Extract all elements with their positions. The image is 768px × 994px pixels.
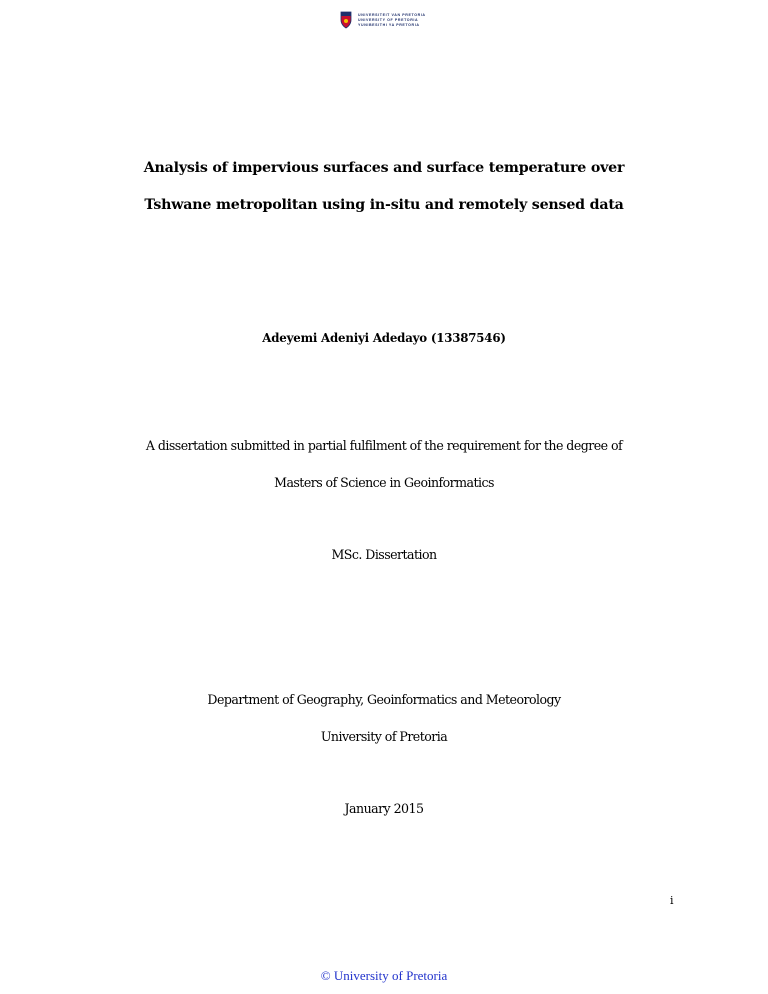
university-crest-icon [340, 11, 352, 29]
document-type: MSc. Dissertation [331, 547, 437, 562]
title-line-2: Tshwane metropolitan using in-situ and remotely sensed data [144, 197, 624, 213]
submission-line-1: A dissertation submitted in partial fulfilment of the requirement for the degree of [145, 438, 623, 453]
university: University of Pretoria [320, 729, 448, 744]
page-number: i [670, 894, 674, 907]
logo-line-afrikaans: UNIVERSITEIT VAN PRETORIA [358, 13, 426, 17]
author-name: Adeyemi Adeniyi Adedayo (13387546) [262, 331, 506, 345]
logo-text [358, 13, 426, 27]
logo-line-sepedi: YUNIBESITHI YA PRETORIA [358, 23, 420, 27]
date: January 2015 [344, 801, 424, 816]
copyright-footer: © University of Pretoria [320, 968, 448, 983]
title-line-1: Analysis of impervious surfaces and surface temperature over [143, 160, 625, 176]
university-logo [340, 8, 430, 32]
department: Department of Geography, Geoinformatics and Meteorology [207, 692, 561, 707]
submission-line-2: Masters of Science in Geoinformatics [274, 475, 494, 490]
logo-line-english: UNIVERSITY OF PRETORIA [358, 18, 419, 22]
